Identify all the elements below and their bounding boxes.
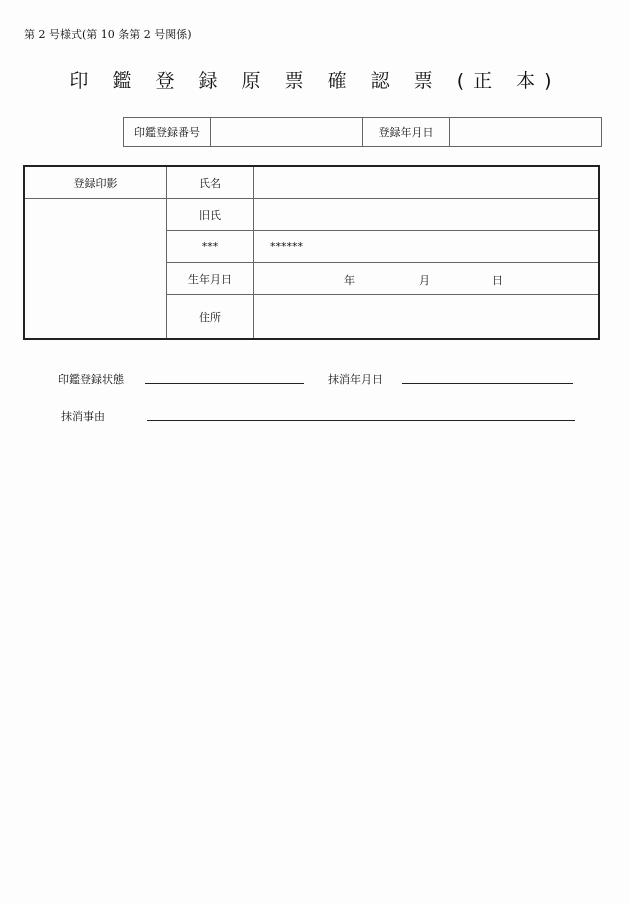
former-name-label: 旧氏 (167, 199, 254, 231)
former-name-field[interactable] (254, 199, 600, 231)
form-reference: 第 2 号様式(第 10 条第 2 号関係) (24, 28, 192, 41)
dob-day-unit: 日 (492, 274, 503, 287)
name-field[interactable] (254, 166, 600, 199)
dob-month-unit: 月 (419, 274, 430, 287)
cancellation-reason-field[interactable] (147, 420, 575, 421)
cancellation-date-label: 抹消年月日 (328, 373, 383, 386)
registration-header-table (123, 117, 602, 147)
cancellation-date-field[interactable] (402, 383, 573, 384)
seal-impression-label: 登録印影 (24, 166, 167, 199)
registration-status-field[interactable] (145, 383, 304, 384)
dob-field[interactable] (254, 263, 600, 295)
address-label: 住所 (167, 295, 254, 340)
reg-date-field[interactable] (450, 118, 602, 147)
name-label: 氏名 (167, 166, 254, 199)
dob-year-unit: 年 (344, 274, 355, 287)
registration-status-label: 印鑑登録状態 (58, 373, 124, 386)
address-field[interactable] (254, 295, 600, 340)
reg-number-field[interactable] (211, 118, 363, 147)
seal-impression-area (24, 199, 167, 340)
cancellation-reason-label: 抹消事由 (61, 410, 105, 423)
masked-field[interactable]: ****** (254, 231, 600, 263)
reg-date-label: 登録年月日 (363, 118, 450, 147)
dob-label: 生年月日 (167, 263, 254, 295)
reg-number-label: 印鑑登録番号 (124, 118, 211, 147)
registrant-details-table (23, 165, 600, 340)
document-title: 印 鑑 登 録 原 票 確 認 票 (正 本) (69, 70, 561, 92)
masked-label: *** (167, 231, 254, 263)
